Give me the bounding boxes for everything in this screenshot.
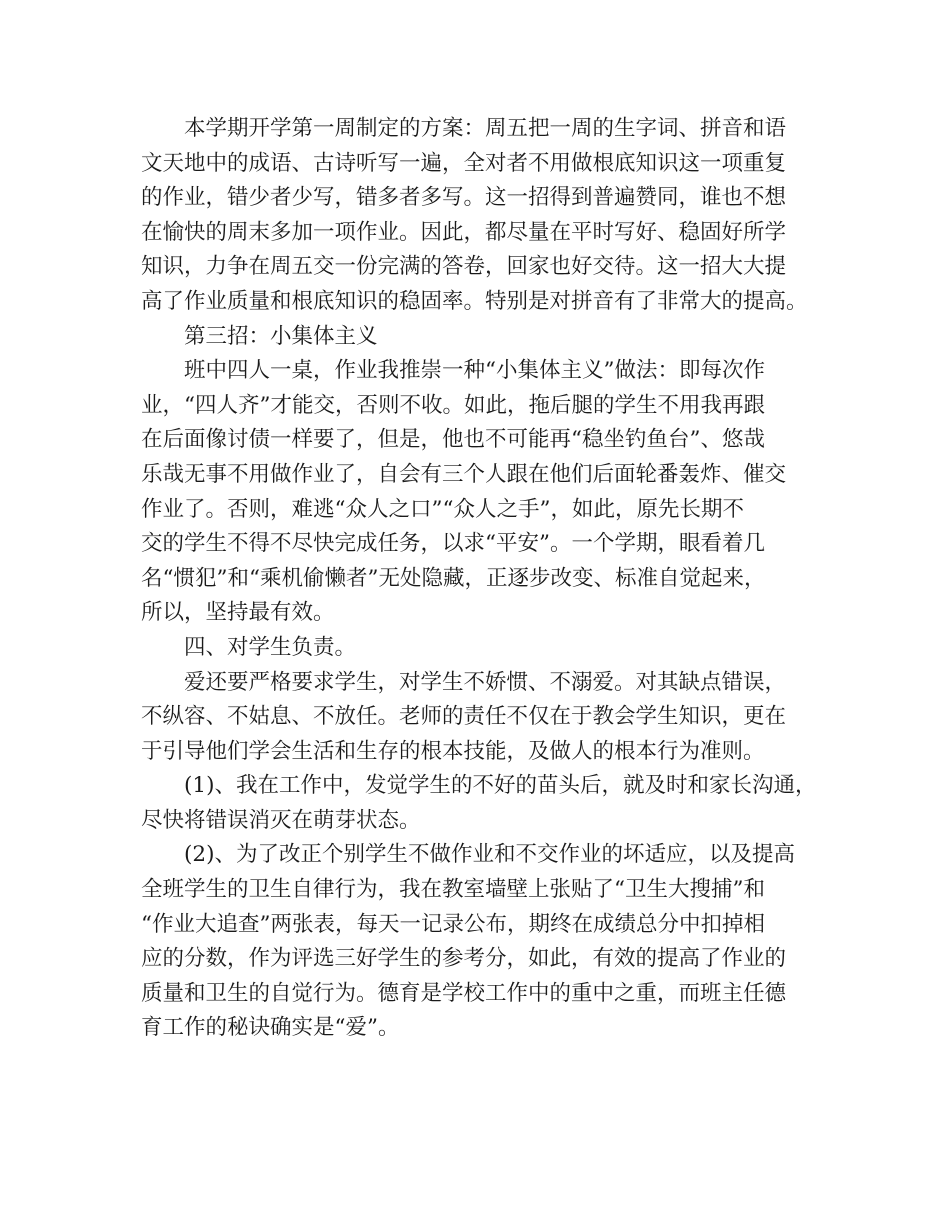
text-line: 交的学生不得不尽快完成任务，以求“平安”。一个学期，眼看着几 xyxy=(141,531,765,557)
text-line: 于引导他们学会生活和生存的根本技能，及做人的根本行为准则。 xyxy=(141,738,765,764)
text-line: 班中四人一桌，作业我推崇一种“小集体主义”做法：即每次作 xyxy=(184,358,765,384)
text-line: “作业大追查”两张表，每天一记录公布，期终在成绩总分中扣掉相 xyxy=(141,911,765,937)
document-body xyxy=(141,112,826,1046)
text-line: 应的分数，作为评选三好学生的参考分，如此，有效的提高了作业的 xyxy=(141,946,787,972)
text-line: 在后面像讨债一样要了，但是，他也不可能再“稳坐钓鱼台”、悠哉 xyxy=(141,427,765,453)
text-line: 文天地中的成语、古诗听写一遍，全对者不用做根底知识这一项重复 xyxy=(141,150,787,176)
text-line: 的作业，错少者少写，错多者多写。这一招得到普遍赞同，谁也不想 xyxy=(141,185,787,211)
text-line: 在愉快的周末多加一项作业。因此，都尽量在平时写好、稳固好所学 xyxy=(141,219,787,245)
text-line: 四、对学生负责。 xyxy=(184,634,357,660)
text-line: 名“惯犯”和“乘机偷懒者”无处隐藏，正逐步改变、标准自觉起来， xyxy=(141,565,766,591)
text-line: 乐哉无事不用做作业了，自会有三个人跟在他们后面轮番轰炸、催交 xyxy=(141,461,787,487)
text-line: 知识，力争在周五交一份完满的答卷，回家也好交待。这一招大大提 xyxy=(141,254,787,280)
text-line: 作业了。否则，难逃“众人之口”“众人之手”，如此，原先长期不 xyxy=(141,496,744,522)
text-line: 不纵容、不姑息、不放任。老师的责任不仅在于教会学生知识，更在 xyxy=(141,704,787,730)
text-line: 所以，坚持最有效。 xyxy=(141,600,335,626)
text-line: 业，“四人齐”才能交，否则不收。如此，拖后腿的学生不用我再跟 xyxy=(141,392,765,418)
text-line: (1)、我在工作中，发觉学生的不好的苗头后，就及时和家长沟通， xyxy=(184,773,817,799)
text-line: 第三招：小集体主义 xyxy=(184,323,378,349)
text-line: 质量和卫生的自觉行为。德育是学校工作中的重中之重，而班主任德 xyxy=(141,980,787,1006)
text-line: (2)、为了改正个别学生不做作业和不交作业的坏适应，以及提高 xyxy=(184,842,795,868)
text-line: 尽快将错误消灭在萌芽状态。 xyxy=(141,807,421,833)
text-line: 全班学生的卫生自律行为，我在教室墙壁上张贴了“卫生大搜捕”和 xyxy=(141,877,765,903)
text-line: 爱还要严格要求学生，对学生不娇惯、不溺爱。对其缺点错误， xyxy=(184,669,787,695)
text-line: 本学期开学第一周制定的方案：周五把一周的生字词、拼音和语 xyxy=(184,116,787,141)
text-line: 育工作的秘诀确实是“爱”。 xyxy=(141,1015,400,1041)
text-line: 高了作业质量和根底知识的稳固率。特别是对拼音有了非常大的提高。 xyxy=(141,288,808,314)
